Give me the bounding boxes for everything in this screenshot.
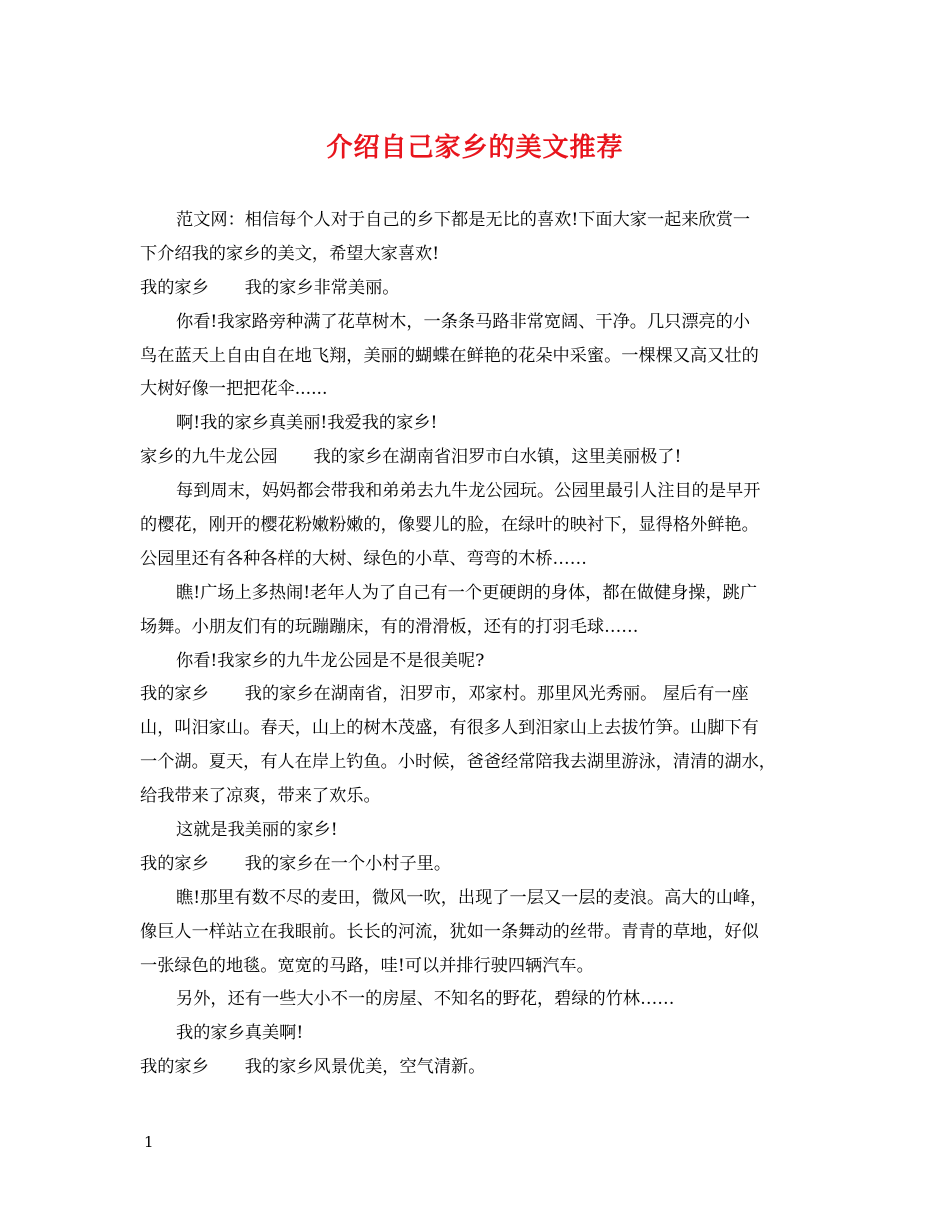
text-line: 一个湖。夏天，有人在岸上钓鱼。小时候，爸爸经常陪我去湖里游泳，清清的湖水，: [140, 752, 776, 773]
text-line: 这就是我美丽的家乡!: [176, 820, 338, 841]
text-line: 山，叫汨家山。春天，山上的树木茂盛，有很多人到汨家山上去拔竹笋。山脚下有: [140, 718, 759, 739]
section-heading: 我的家乡: [140, 853, 209, 874]
section-heading: 家乡的九牛龙公园: [140, 447, 278, 468]
section-line: [140, 272, 820, 306]
text-line: 的樱花，刚开的樱花粉嫩粉嫩的，像婴儿的脸，在绿叶的映衬下，显得格外鲜艳。: [140, 515, 759, 536]
text-line: 公园里还有各种各样的大树、绿色的小草、弯弯的木桥……: [140, 548, 587, 569]
section-text: 我的家乡在湖南省汨罗市白水镇，这里美丽极了!: [313, 447, 682, 468]
text-line: 一张绿色的地毯。宽宽的马路，哇!可以并排行驶四辆汽车。: [140, 955, 594, 976]
text-line: 瞧!那里有数不尽的麦田，微风一吹，出现了一层又一层的麦浪。高大的山峰，: [176, 887, 768, 908]
section-line: [140, 848, 820, 882]
text-line: 大树好像一把把花伞......: [140, 379, 328, 400]
document-title: 介绍自己家乡的美文推荐: [326, 133, 624, 163]
section-text: 我的家乡风景优美，空气清新。: [244, 1057, 486, 1078]
page-number: 1: [144, 1133, 154, 1151]
section-line: [140, 441, 820, 475]
text-line: 我的家乡真美啊!: [176, 1023, 304, 1044]
section-heading: 我的家乡: [140, 1057, 209, 1078]
document-body: [140, 204, 820, 1085]
text-line: 瞧!广场上多热闹!老年人为了自己有一个更硬朗的身体，都在做健身操，跳广: [176, 582, 758, 603]
text-line: 啊!我的家乡真美丽!我爱我的家乡!: [176, 413, 438, 434]
section-heading: 我的家乡: [140, 684, 209, 705]
text-line: 你看!我家路旁种满了花草树木，一条条马路非常宽阔、干净。几只漂亮的小: [176, 311, 751, 332]
section-text: 我的家乡在一个小村子里。: [244, 853, 452, 874]
text-line: 你看!我家乡的九牛龙公园是不是很美呢?: [176, 650, 485, 671]
section-text: 我的家乡在湖南省，汨罗市，邓家村。那里风光秀丽。 屋后有一座: [244, 684, 749, 705]
section-text: 我的家乡非常美丽。: [244, 277, 400, 298]
section-line: [140, 678, 820, 712]
text-line: 下介绍我的家乡的美文，希望大家喜欢!: [140, 243, 440, 264]
text-line: 范文网：相信每个人对于自己的乡下都是无比的喜欢!下面大家一起来欣赏一: [176, 210, 751, 230]
text-line: 另外，还有一些大小不一的房屋、不知名的野花，碧绿的竹林……: [176, 989, 675, 1010]
section-line: [140, 1051, 820, 1085]
section-heading: 我的家乡: [140, 277, 209, 298]
text-line: 每到周末，妈妈都会带我和弟弟去九牛龙公园玩。公园里最引人注目的是早开: [176, 481, 761, 502]
text-line: 鸟在蓝天上自由自在地飞翔，美丽的蝴蝶在鲜艳的花朵中采蜜。一棵棵又高又壮的: [140, 345, 759, 366]
text-line: 场舞。小朋友们有的玩蹦蹦床，有的滑滑板，还有的打羽毛球……: [140, 616, 639, 637]
text-line: 给我带来了凉爽，带来了欢乐。: [140, 786, 381, 807]
text-line: 像巨人一样站立在我眼前。长长的河流，犹如一条舞动的丝带。青青的草地，好似: [140, 921, 759, 942]
